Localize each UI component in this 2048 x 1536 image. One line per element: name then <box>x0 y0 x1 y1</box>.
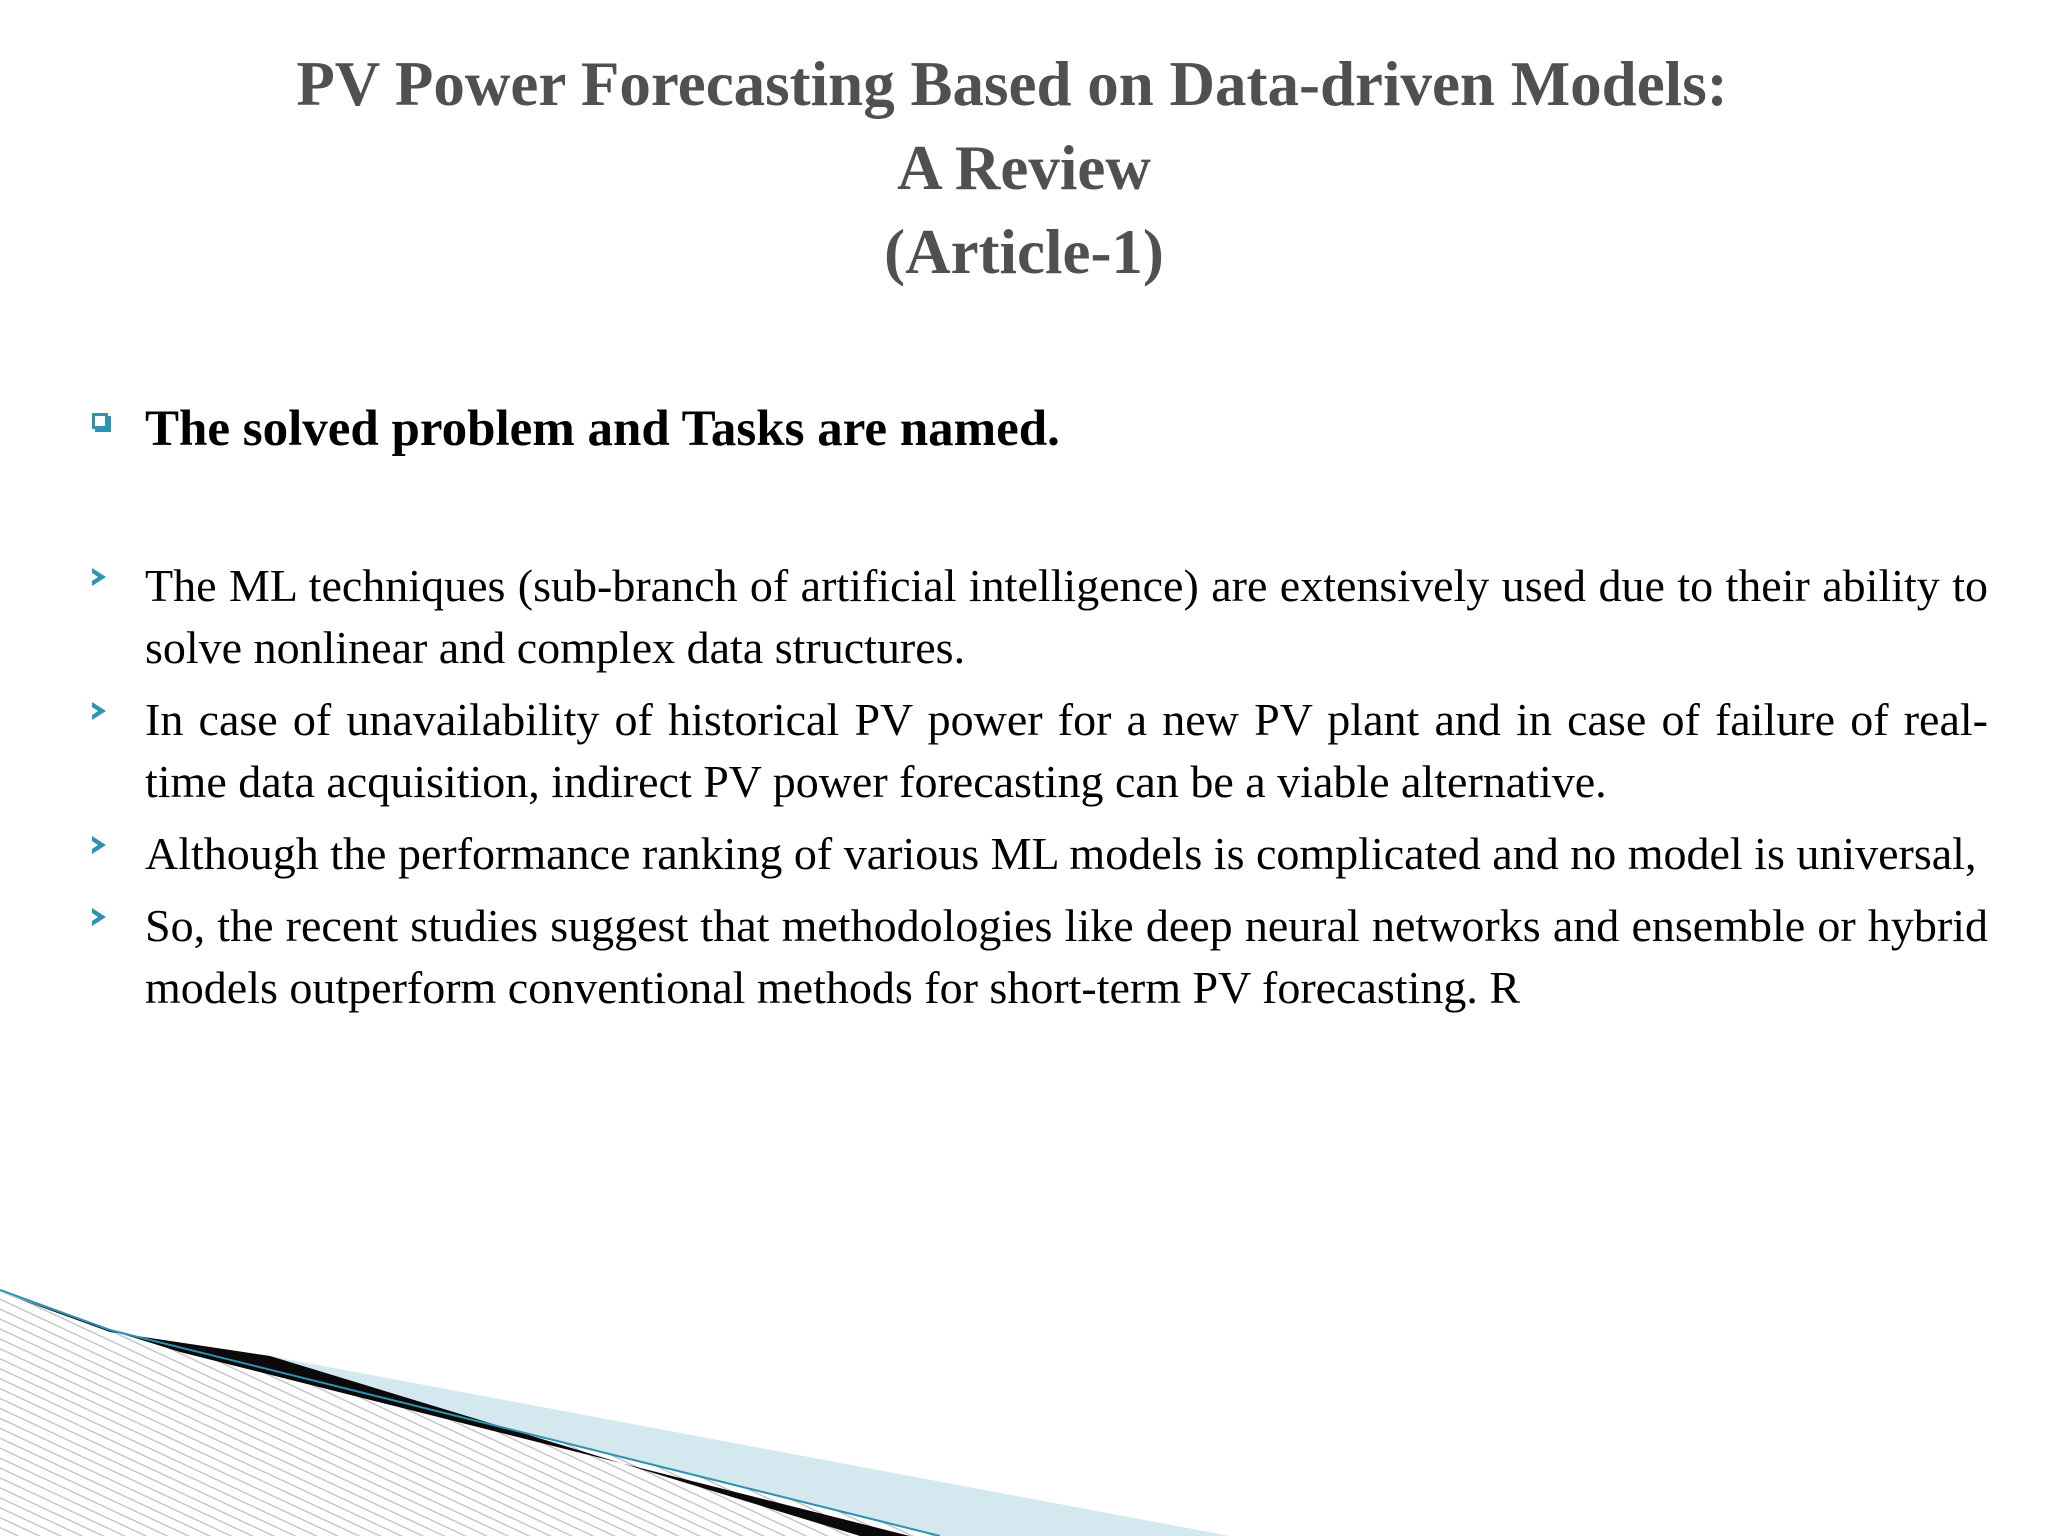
arrow-bullet-icon <box>92 836 106 854</box>
slide-title <box>0 42 2048 294</box>
title-line-3: (Article-1) <box>884 217 1164 287</box>
list-item <box>88 823 1988 885</box>
list-item <box>88 555 1988 679</box>
square-bullet-icon <box>92 413 108 429</box>
title-line-2: A Review <box>897 133 1151 203</box>
bullet-text: Although the performance ranking of various ML models is complicated and no model is universal, <box>145 828 1977 879</box>
bullet-list <box>88 555 1988 1029</box>
section-heading <box>88 395 1988 475</box>
arrow-bullet-icon <box>92 702 106 720</box>
section-heading-text: The solved problem and Tasks are named. <box>145 401 1060 457</box>
title-line-1: PV Power Forecasting Based on Data-driven Models: <box>296 49 1728 119</box>
arrow-bullet-icon <box>92 908 106 926</box>
arrow-bullet-icon <box>92 568 106 586</box>
bullet-text: So, the recent studies suggest that methodologies like deep neural networks and ensemble or hybrid models outperform conventional methods for short-term PV forecasting. R <box>145 900 1988 1013</box>
bullet-text: In case of unavailability of historical PV power for a new PV plant and in case of failure of real-time data acquisition, indirect PV power forecasting can be a viable alternative. <box>145 694 1988 807</box>
decorative-corner-swoosh <box>0 1280 2048 1536</box>
bullet-text: The ML techniques (sub-branch of artificial intelligence) are extensively used due to their ability to solve nonlinear and complex data structures. <box>145 560 1988 673</box>
list-item <box>88 895 1988 1019</box>
list-item <box>88 689 1988 813</box>
